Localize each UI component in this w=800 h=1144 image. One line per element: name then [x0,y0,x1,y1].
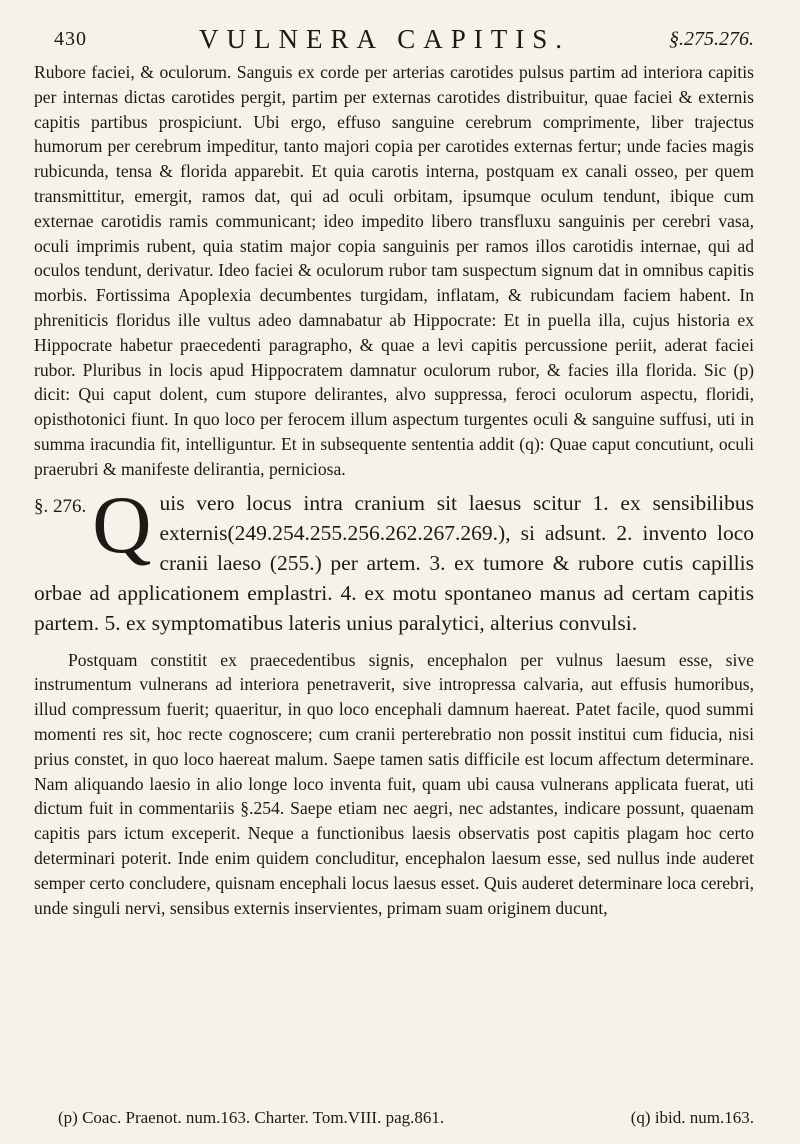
footnote-q: (q) ibid. num.163. [630,1108,754,1127]
running-header [34,20,754,60]
paragraph-276 [34,478,754,638]
drop-cap: Q [92,478,152,570]
footnotes [58,1108,754,1128]
running-title: VULNERA CAPITIS. [199,24,571,54]
commentary-paragraph: Postquam constitit ex praecedentibus signis, encephalon per vulnus laesum esse, sive instrumentum vulnerans ad interiora penetraverit, sive intropressa calvaria, aut effusis humoribus, illud compressum fuerit; quaeritur, in quo loco encephali damnum haereat. Patet facile, quod summi momenti res sit, hoc recte cognoscere; cum cranii perterebratio non possit institui cum fiducia, nisi prius constet, in quo loco haereat malum. Saepe tamen satis difficile est locum affectum determinare. Nam aliquando laesio in alio longe loco inventa fuit, quam ubi causa vulnerans applicata fuerat, uti dictum fuit in commentariis §.254. Saepe etiam nec aegri, nec adstantes, indicare possunt, quaenam capitis pars ictum exceperit. Neque a functionibus laesis observatis post capitis plagam hoc certo determinari poterit. Inde enim quidem concluditur, encephalon laesum esse, sed nullus inde auderet semper certo concludere, quisnam encephali locus laesus esset. Quis auderet determinare loca cerebri, unde singuli nervi, sensibus externis inservientes, primam suam originem ducunt, [34,649,754,918]
paragraph-275-continued: Rubore faciei, & oculorum. Sanguis ex corde per arterias carotides pulsus partim ad interiora capitis per internas dictas carotides pergit, partim per externas carotides distribuitur, quae faciei & externis capitis partibus prospiciunt. Ubi ergo, effuso sanguine cerebrum comprimente, liber trajectus humorum per cerebrum impeditur, tanto majori copia per carotides externas fertur; unde facies magis rubicunda, tensa & florida apparebit. Et quia carotis interna, postquam ex canali osseo, per quem transmittitur, emergit, ramos dat, qui ad oculi orbitam, ipsumque oculum tendunt, ibique cum externae carotidis ramis communicant; ideo impedito libero transfluxu sanguinis per cerebri vasa, oculi imprimis rubent, quia statim major copia sanguinis per ramos illos carotidis internae, qui ad oculos tendunt, derivatur. Ideo faciei & oculorum rubor tam suspectum signum dat in omnibus capitis morbis. Fortissima Apoplexia decumbentes turgidam, inflatam, & rubicundam faciem habent. In phreniticis floridus ille vultus adeo damnabatur ab Hippocrate: Et in puella illa, cujus historia ex Hippocrate habetur praecedenti paragrapho, & quae a levi capitis percussione periit, aderat faciei rubor. Pluribus in locis apud Hippocratem damnatur oculorum rubor, & facies illa florida. Sic (p) dicit: Qui caput dolent, cum stupore delirantes, alvo suppressa, feroci oculorum aspectu, floridi, opisthotonici fiunt. In quo loco per ferocem illum aspectum turgentes oculi & sanguine suffusi, uti in summa iracundia fit, intelliguntur. Et in subsequente sententia addit (q): Quae caput concutiunt, oculi praerubri & manifeste delirantia, perniciosa. [34,62,754,479]
footnote-p: (p) Coac. Praenot. num.163. Charter. Tom.VIII. pag.861. [58,1108,445,1127]
paragraph-276-text: uis vero locus intra cranium sit laesus scitur 1. ex sensibilibus externis(249.254.255.256.262.267.269.), si adsunt. 2. invento loco cranii laeso (255.) per artem. 3. ex tumore & rubore cutis capillis orbae ad applicationem emplastri. 4. ex motu spontaneo manus ad certam capitis partem. 5. ex symptomatibus lateris unius paralytici, alterius convulsi. [34,490,754,635]
section-range: §.275.276. [669,28,754,50]
page-number: 430 [54,28,87,50]
section-label: §. 276. [34,495,87,517]
